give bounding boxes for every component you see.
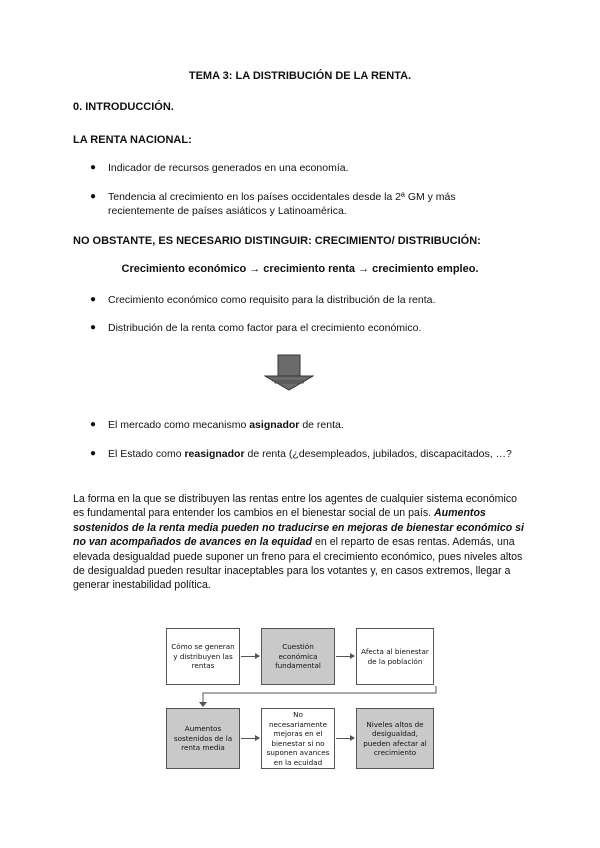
distinction-heading: NO OBSTANTE, ES NECESARIO DISTINGUIR: CRECIMIENTO/ DISTRIBUCIÓN: [73,235,481,247]
bullet-item: ● El mercado como mecanismo asignador de renta. [90,419,344,431]
bullet-item: ● Tendencia al crecimiento en los países occidentales desde la 2ª GM y más recientemente de países asiáticos y Latinoamérica. [90,191,456,217]
page-title: TEMA 3: LA DISTRIBUCIÓN DE LA RENTA. [188,70,412,82]
section-heading-intro: 0. INTRODUCCIÓN. [73,101,174,113]
flow-connector-icon [168,685,443,709]
bullet-dot-icon: ● [90,162,97,173]
bullet-dot-icon: ● [90,294,97,305]
flow-arrow-icon [336,656,354,657]
flow-arrow-icon [241,656,259,657]
flow-box-welfare: Afecta al bienestar de la población [356,628,434,685]
flow-box-income-growth: Aumentos sostenidos de la renta media [166,708,240,769]
intro-paragraph: La forma en la que se distribuyen las rentas entre los agentes de cualquier sistema económico es fundamental para entender los cambios en el bienestar social de un país. Aumentos sostenidos de la renta media pueden no traducirse en mejoras de bienestar económico si no van acompañados de avances en la equidad en el reparto de esas rentas. Además, una elevada desigualdad puede suponer un freno para el crecimiento económico, pues niveles altos de desigualdad pueden resultar inaceptables para los votantes y, en casos extremos, llegar a generar inestabilidad política. [73,493,524,592]
bullet-dot-icon: ● [90,322,97,333]
subheading-renta-nacional: LA RENTA NACIONAL: [73,134,192,146]
bullet-dot-icon: ● [90,448,97,459]
flow-box-economic-question: Cuestión económica fundamental [261,628,335,685]
bullet-item: ● Distribución de la renta como factor para el crecimiento económico. [90,322,422,334]
bullet-dot-icon: ● [90,419,97,430]
flow-box-equity: No necesariamente mejoras en el bienestar si no suponen avances en la ecuidad [261,708,335,769]
down-arrow-icon [264,354,314,392]
flow-box-generation: Cómo se generan y distribuyen las rentas [166,628,240,685]
bullet-dot-icon: ● [90,191,97,202]
flow-arrow-icon [241,738,259,739]
flow-arrow-icon [336,738,354,739]
bullet-item: ● Crecimiento económico como requisito para la distribución de la renta. [90,294,436,306]
flow-box-inequality: Niveles altos de desigualdad, pueden afectar al crecimiento [356,708,434,769]
bullet-item: ● Indicador de recursos generados en una economía. [90,162,349,174]
bullet-item: ● El Estado como reasignador de renta (¿desempleados, jubilados, discapacitados, …? [90,448,512,460]
growth-chain: Crecimiento económico → crecimiento renta → crecimiento empleo. [121,263,479,275]
